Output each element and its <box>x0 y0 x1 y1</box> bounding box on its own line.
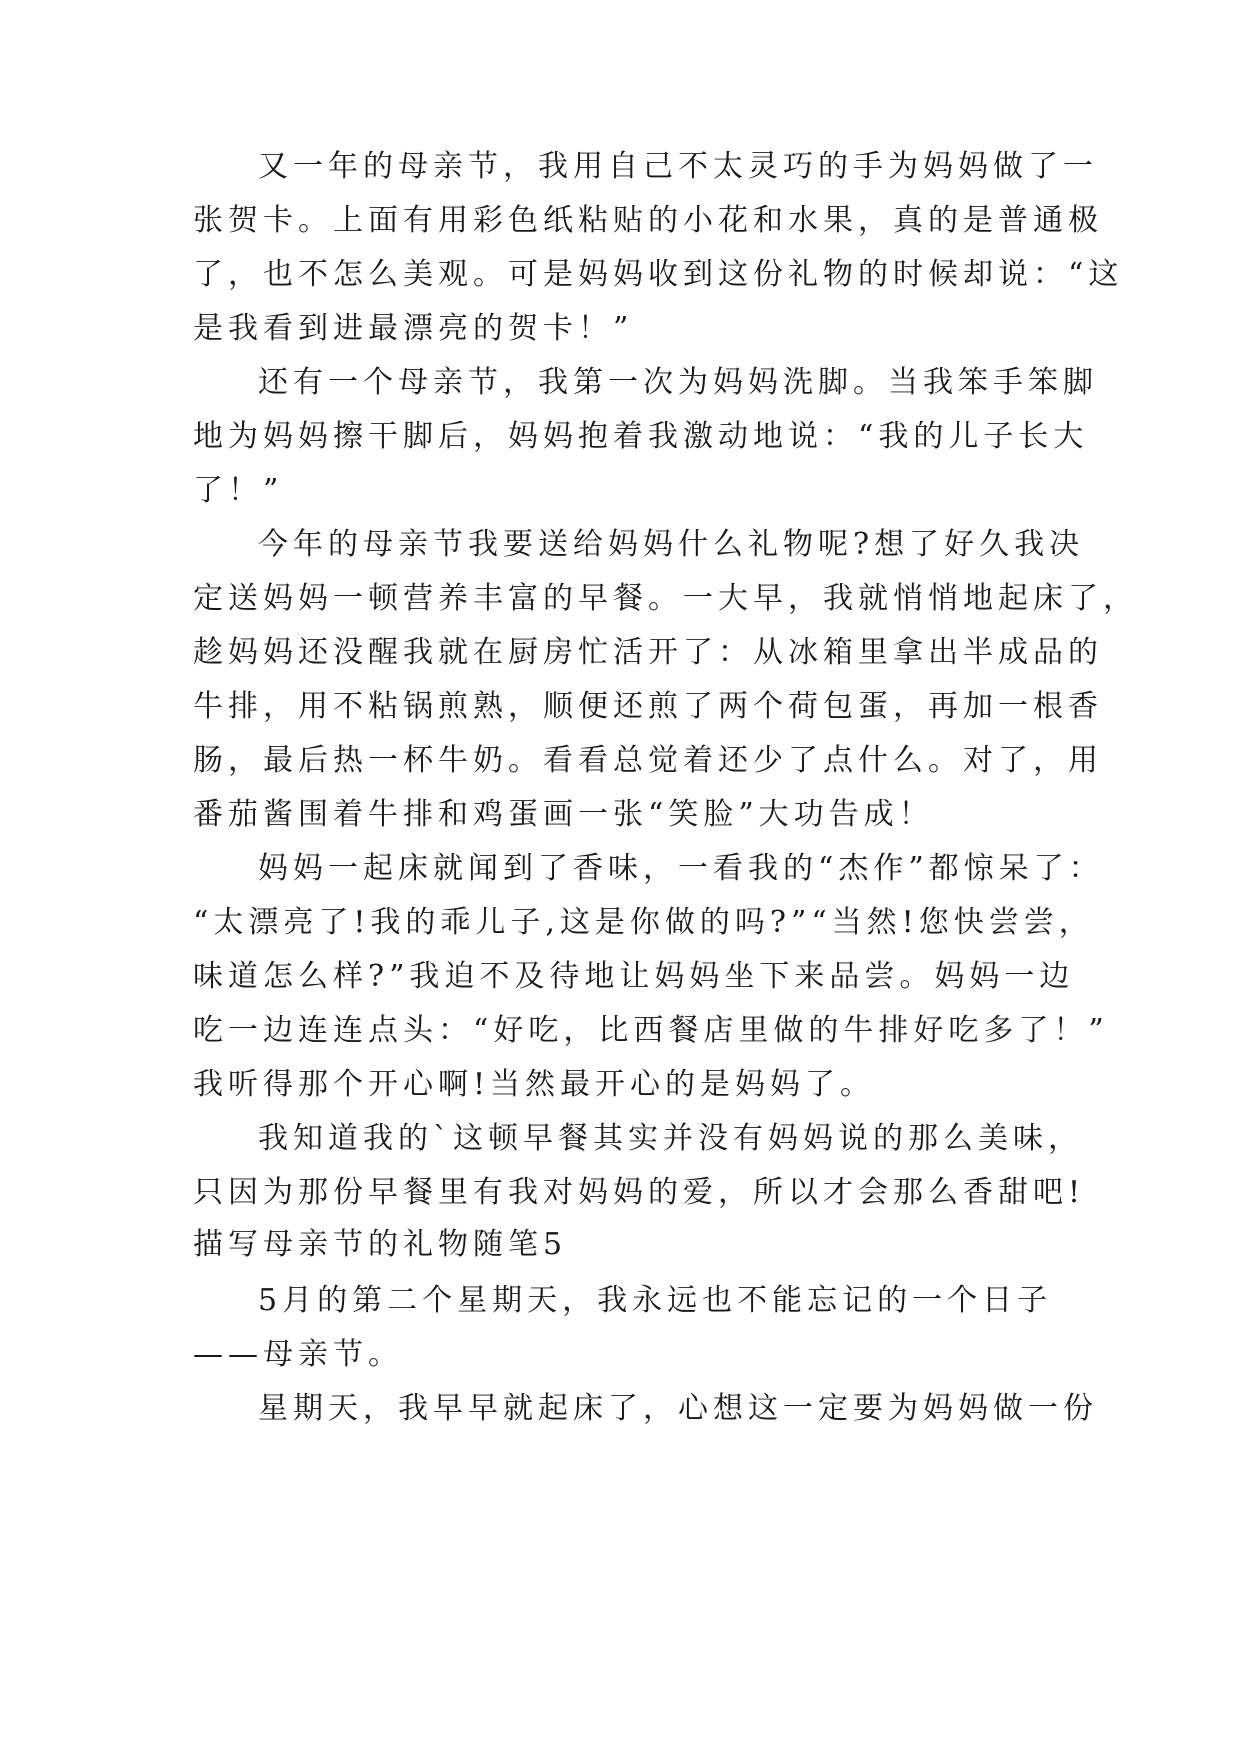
document-page: 又一年的母亲节，我用自己不太灵巧的手为妈妈做了一 张贺卡。上面有用彩色纸粘贴的小花和水果，真的是普通极 了，也不怎么美观。可是妈妈收到这份礼物的时候却说：“这 是我看到进最漂亮的贺卡！” 还有一个母亲节，我第一次为妈妈洗脚。当我笨手笨脚 地为妈妈擦干脚后，妈妈抱着我激动地说：“我的儿子长大 了！” 今年的母亲节我要送给妈妈什么礼物呢?想了好久我决 定送妈妈一顿营养丰富的早餐。一大早，我就悄悄地起床了， 趁妈妈还没醒我就在厨房忙活开了：从冰箱里拿出半成品的 牛排，用不粘锅煎熟，顺便还煎了两个荷包蛋，再加一根香 肠，最后热一杯牛奶。看看总觉着还少了点什么。对了，用 番茄酱围着牛排和鸡蛋画一张“笑脸”大功告成！ 妈妈一起床就闻到了香味，一看我的“杰作”都惊呆了： “太漂亮了!我的乖儿子,这是你做的吗?”“当然!您快尝尝， 味道怎么样?”我迫不及待地让妈妈坐下来品尝。妈妈一边 吃一边连连点头：“好吃，比西餐店里做的牛排好吃多了！” 我听得那个开心啊!当然最开心的是妈妈了。 我知道我的`这顿早餐其实并没有妈妈说的那么美味， 只因为那份早餐里有我对妈妈的爱，所以才会那么香甜吧! 描写母亲节的礼物随笔5 5月的第二个星期天，我永远也不能忘记的一个日子 ——母亲节。 星期天，我早早就起床了，心想这一定要为妈妈做一份 <box>0 0 1241 1754</box>
